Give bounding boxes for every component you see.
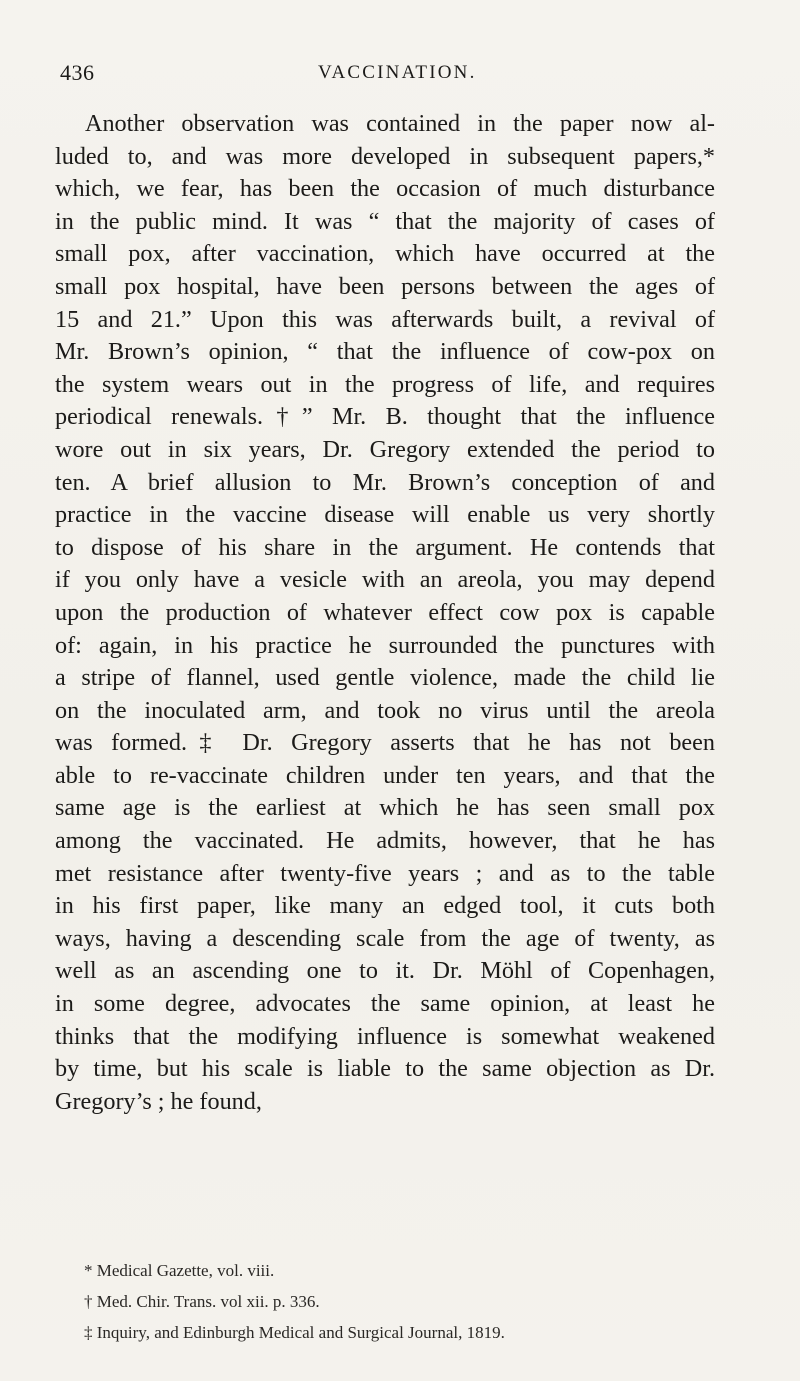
text-line: was formed.‡ Dr. Gregory asserts that he has not been (55, 729, 715, 757)
text-line: of: again, in his practice he surrounded the punctures with (55, 631, 715, 659)
body-paragraph (55, 108, 715, 1118)
text-line: if you only have a vesicle with an areola, you may depend (55, 566, 715, 594)
text-line: by time, but his scale is liable to the same objection as Dr. (55, 1055, 715, 1083)
text-line: met resistance after twenty-five years ; and as to the table (55, 859, 715, 887)
text-line: well as an ascending one to it. Dr. Möhl of Copenhagen, (55, 957, 715, 985)
footnote-inquiry: ‡ Inquiry, and Edinburgh Medical and Surgical Journal, 1819. (84, 1323, 505, 1342)
footnote-med-chir-trans: † Med. Chir. Trans. vol xii. p. 336. (84, 1292, 320, 1311)
text-line: ten. A brief allusion to Mr. Brown’s conception of and (55, 468, 715, 496)
page-number: 436 (60, 60, 95, 85)
running-head: VACCINATION. (318, 62, 477, 83)
text-line: thinks that the modifying influence is somewhat weakened (55, 1022, 715, 1050)
footnote-medical-gazette: * Medical Gazette, vol. viii. (84, 1261, 275, 1280)
text-line: small pox hospital, have been persons between the ages of (55, 272, 715, 300)
text-line: wore out in six years, Dr. Gregory extended the period to (55, 435, 715, 463)
text-line: Gregory’s ; he found, (55, 1087, 262, 1115)
text-line: small pox, after vaccination, which have occurred at the (55, 240, 715, 268)
text-line: 15 and 21.” Upon this was afterwards built, a revival of (55, 305, 715, 333)
text-line: Mr. Brown’s opinion, “ that the influence of cow-pox on (55, 338, 715, 366)
text-line: ways, having a descending scale from the age of twenty, as (55, 924, 715, 952)
text-line: a stripe of flannel, used gentle violence, made the child lie (55, 664, 715, 692)
text-line: able to re-vaccinate children under ten years, and that the (55, 761, 715, 789)
text-line: in his first paper, like many an edged tool, it cuts both (55, 892, 715, 920)
text-line: the system wears out in the progress of life, and requires (55, 370, 715, 398)
text-line: periodical renewals.†” Mr. B. thought that the influence (55, 403, 715, 431)
page-header (60, 60, 700, 90)
text-line: same age is the earliest at which he has seen small pox (55, 794, 715, 822)
text-line: upon the production of whatever effect cow pox is capable (55, 598, 715, 626)
text-line: which, we fear, has been the occasion of much disturbance (55, 175, 715, 203)
text-line: luded to, and was more developed in subsequent papers,* (55, 142, 715, 170)
text-line: in some degree, advocates the same opinion, at least he (55, 990, 715, 1018)
footnotes (84, 1255, 724, 1348)
text-line: in the public mind. It was “ that the majority of cases of (55, 207, 715, 235)
text-line: to dispose of his share in the argument. He contends that (55, 533, 715, 561)
text-line: Another observation was contained in the paper now al- (85, 110, 715, 137)
text-line: on the inoculated arm, and took no virus until the areola (55, 696, 715, 724)
text-line: practice in the vaccine disease will enable us very shortly (55, 501, 715, 529)
text-line: among the vaccinated. He admits, however, that he has (55, 827, 715, 855)
